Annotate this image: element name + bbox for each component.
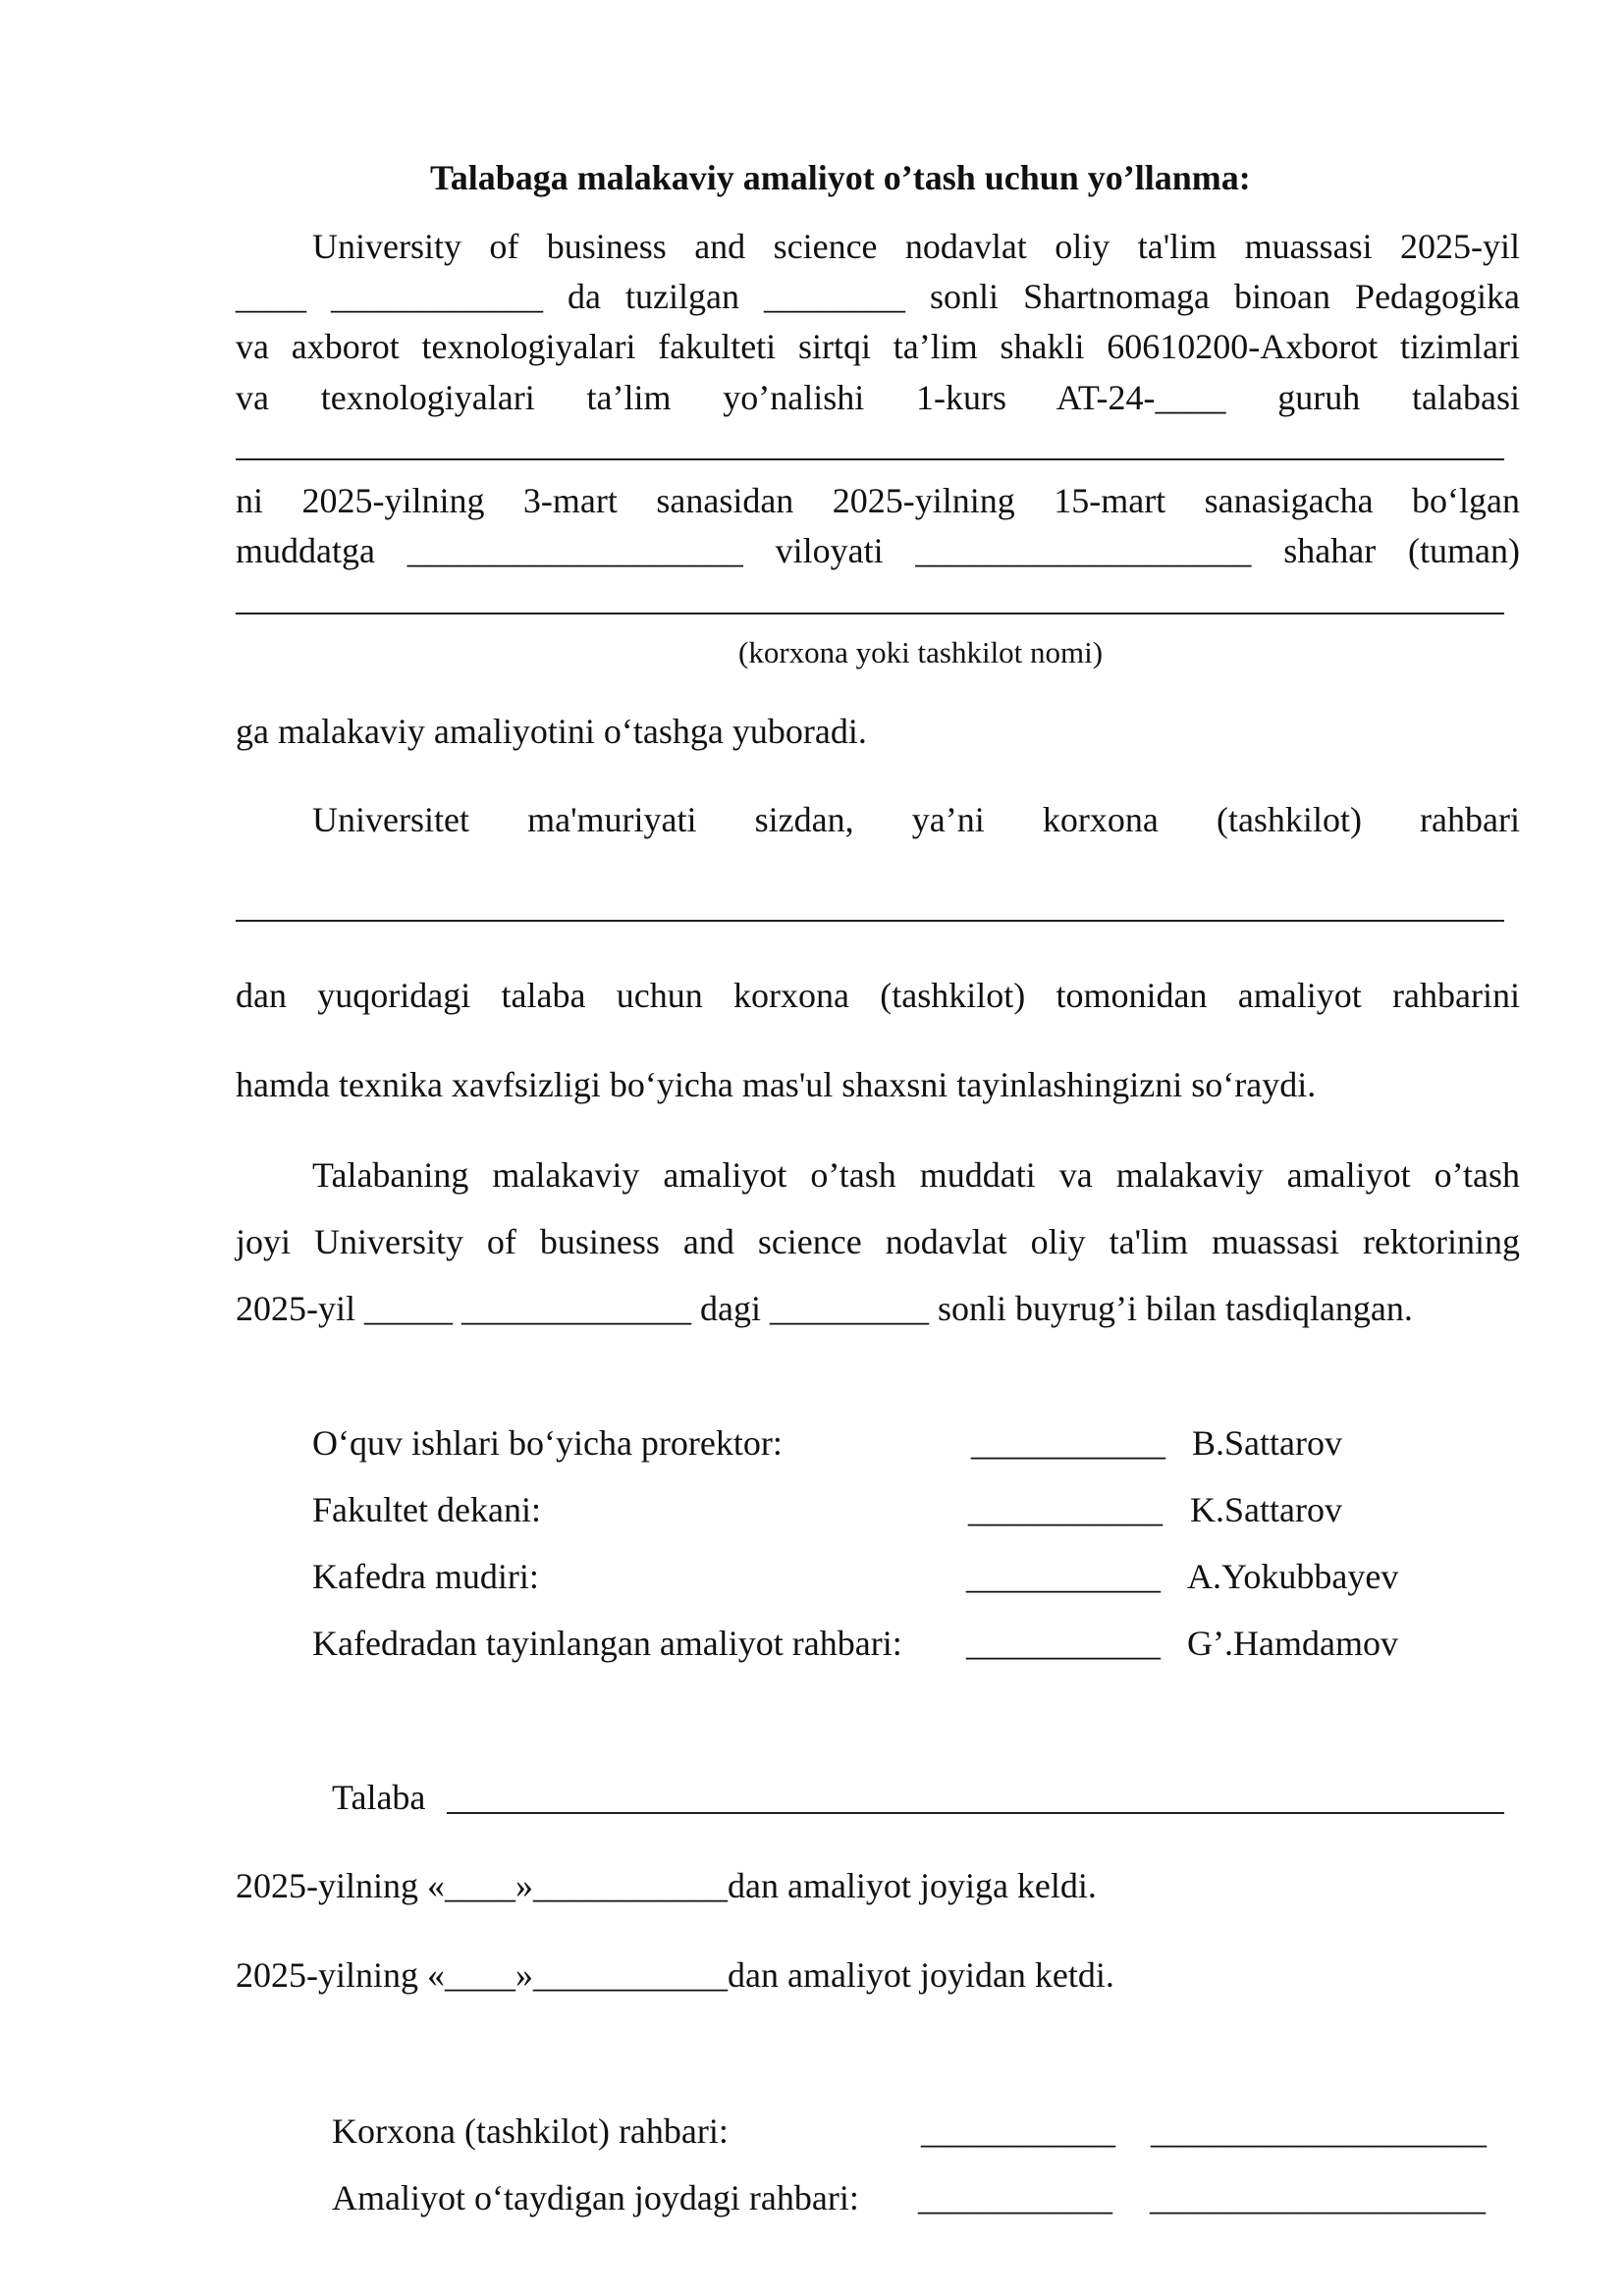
signature-role: O‘quv ishlari bo‘yicha prorektor: — [312, 1423, 783, 1463]
approval-line-2: joyi University of business and science nodavlat oliy ta'lim muassasi rektorining — [236, 1222, 1520, 1261]
intro-line-4: va texnologiyalari ta’lim yo’nalishi 1-kurs AT-24-____ guruh talabasi — [236, 378, 1520, 417]
organization-caption: (korxona yoki tashkilot nomi) — [738, 635, 1104, 669]
intro-line-2: ____ ____________ da tuzilgan ________ sonli Shartnomaga binoan Pedagogika — [236, 277, 1520, 316]
student-signature-line — [447, 1812, 1504, 1814]
organization-head-line — [236, 920, 1504, 922]
signature-line: ___________ — [966, 1557, 1161, 1596]
departure-line: 2025-yilning «____»___________dan amaliyot joyidan ketdi. — [236, 1955, 1114, 1995]
request-line-2: dan yuqoridagi talaba uchun korxona (tashkilot) tomonidan amaliyot rahbarini — [236, 976, 1520, 1015]
intro-line-3: va axborot texnologiyalari fakulteti sirtqi ta’lim shakli 60610200-Axborot tizimlari — [236, 327, 1520, 366]
bottom-signature-role: Amaliyot o‘taydigan joydagi rahbari: — [332, 2178, 859, 2217]
request-line-1: Universitet ma'muriyati sizdan, ya’ni korxona (tashkilot) rahbari — [312, 800, 1520, 839]
bottom-signature-line: ___________________ — [1151, 2111, 1487, 2151]
bottom-signature-line: ___________ — [918, 2178, 1112, 2217]
signature-name: B.Sattarov — [1192, 1423, 1342, 1463]
bottom-signature-role: Korxona (tashkilot) rahbari: — [332, 2111, 729, 2151]
request-line-3: hamda texnika xavfsizligi bo‘yicha mas'ul shaxsni tayinlashingizni so‘raydi. — [236, 1065, 1317, 1104]
signature-name: G’.Hamdamov — [1187, 1624, 1398, 1663]
intro-line-7: ga malakaviy amaliyotini o‘tashga yuboradi. — [236, 712, 867, 751]
bottom-signature-line: ___________________ — [1150, 2178, 1486, 2217]
signature-line: ___________ — [968, 1490, 1163, 1529]
intro-line-5: ni 2025-yilning 3-mart sanasidan 2025-yilning 15-mart sanasigacha bo‘lgan — [236, 481, 1520, 520]
signature-role: Kafedra mudiri: — [312, 1557, 539, 1596]
student-name-line — [236, 458, 1504, 460]
document-title: Talabaga malakaviy amaliyot o’tash uchun yo’llanma: — [430, 158, 1251, 197]
arrival-line: 2025-yilning «____»___________dan amaliyot joyiga keldi. — [236, 1866, 1097, 1905]
approval-line-1: Talabaning malakaviy amaliyot o’tash muddati va malakaviy amaliyot o’tash — [312, 1155, 1520, 1195]
intro-line-6: muddatga ___________________ viloyati ___________________ shahar (tuman) — [236, 531, 1520, 570]
signature-line: ___________ — [971, 1423, 1165, 1463]
intro-line-1: University of business and science nodavlat oliy ta'lim muassasi 2025-yil — [312, 227, 1520, 266]
signature-name: A.Yokubbayev — [1187, 1557, 1399, 1596]
signature-role: Fakultet dekani: — [312, 1490, 541, 1529]
student-label: Talaba — [332, 1778, 426, 1817]
signature-role: Kafedradan tayinlangan amaliyot rahbari: — [312, 1624, 902, 1663]
signature-line: ___________ — [966, 1624, 1161, 1663]
signature-name: K.Sattarov — [1190, 1490, 1342, 1529]
bottom-signature-line: ___________ — [921, 2111, 1115, 2151]
organization-name-line — [236, 613, 1504, 614]
approval-line-3: 2025-yil _____ _____________ dagi _________ sonli buyrug’i bilan tasdiqlangan. — [236, 1289, 1413, 1328]
